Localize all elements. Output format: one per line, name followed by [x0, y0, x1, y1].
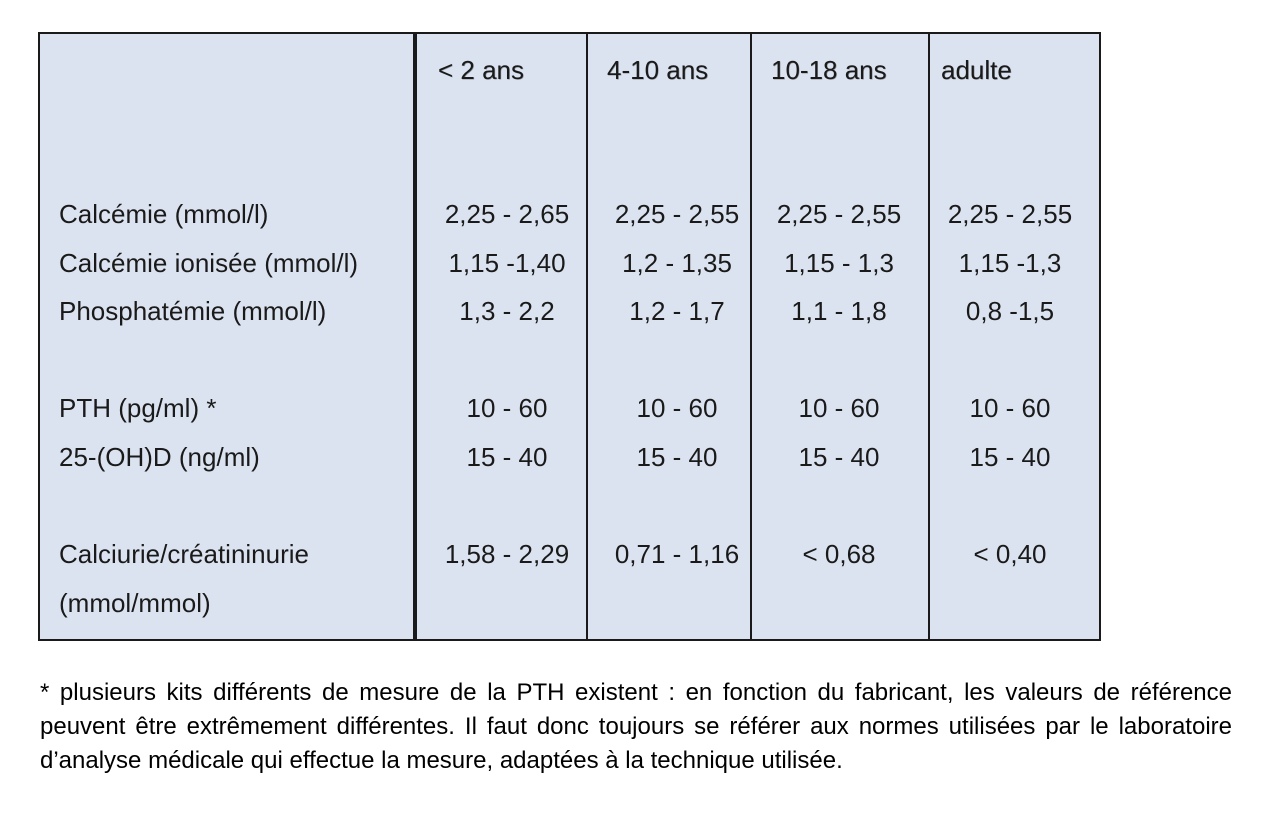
table-cell: 10 - 60: [969, 393, 1051, 423]
table-cell: 1,15 -1,3: [958, 248, 1062, 278]
column-header-under-2: < 2 ans: [438, 55, 525, 85]
table-cell: 1,1 - 1,8: [791, 296, 887, 326]
table-cell: 10 - 60: [466, 393, 548, 423]
table-cell: < 0,40: [973, 539, 1047, 569]
column-header-adult: adulte: [941, 55, 1012, 85]
table-cell: 0,8 -1,5: [965, 296, 1055, 326]
row-label-calciurie-unit: (mmol/mmol): [59, 588, 211, 618]
column-divider-1: [586, 34, 588, 639]
table-cell: 10 - 60: [636, 393, 718, 423]
column-header-4-10: 4-10 ans: [607, 55, 709, 85]
table-cell: 1,58 - 2,29: [444, 539, 570, 569]
table-cell: 2,25 - 2,65: [444, 199, 570, 229]
table-cell: 15 - 40: [636, 442, 718, 472]
table-cell: 2,25 - 2,55: [614, 199, 740, 229]
column-divider-2: [750, 34, 752, 639]
table-cell: 2,25 - 2,55: [776, 199, 902, 229]
table-cell: 0,71 - 1,16: [614, 539, 740, 569]
table-cell: 1,15 - 1,3: [784, 248, 894, 278]
row-label-calcemie: Calcémie (mmol/l): [59, 199, 269, 229]
table-cell: 2,25 - 2,55: [947, 199, 1073, 229]
table-cell: 1,2 - 1,35: [622, 248, 732, 278]
row-label-calciurie: Calciurie/créatininurie: [59, 539, 309, 569]
column-divider-label: [413, 34, 417, 639]
table-cell: < 0,68: [802, 539, 876, 569]
column-divider-3: [928, 34, 930, 639]
row-label-calcemie-ionisee: Calcémie ionisée (mmol/l): [59, 248, 359, 278]
table-cell: 15 - 40: [798, 442, 880, 472]
row-label-25ohd: 25-(OH)D (ng/ml): [59, 442, 260, 472]
table-cell: 1,15 -1,40: [448, 248, 566, 278]
column-header-10-18: 10-18 ans: [771, 55, 887, 85]
row-label-pth: PTH (pg/ml) *: [59, 393, 217, 423]
reference-values-table: [38, 32, 1101, 641]
footnote: * plusieurs kits différents de mesure de la PTH existent : en fonction du fabricant, les valeurs de référence peuvent être extrêmement différentes. Il faut donc toujours se référer aux normes utilisées par le laboratoire d’analyse médicale qui effectue la mesure, adaptées à la technique utilisée.: [40, 679, 1232, 774]
row-label-phosphatemie: Phosphatémie (mmol/l): [59, 296, 327, 326]
table-cell: 1,3 - 2,2: [459, 296, 555, 326]
table-cell: 10 - 60: [798, 393, 880, 423]
table-cell: 15 - 40: [466, 442, 548, 472]
table-cell: 15 - 40: [969, 442, 1051, 472]
table-cell: 1,2 - 1,7: [629, 296, 725, 326]
